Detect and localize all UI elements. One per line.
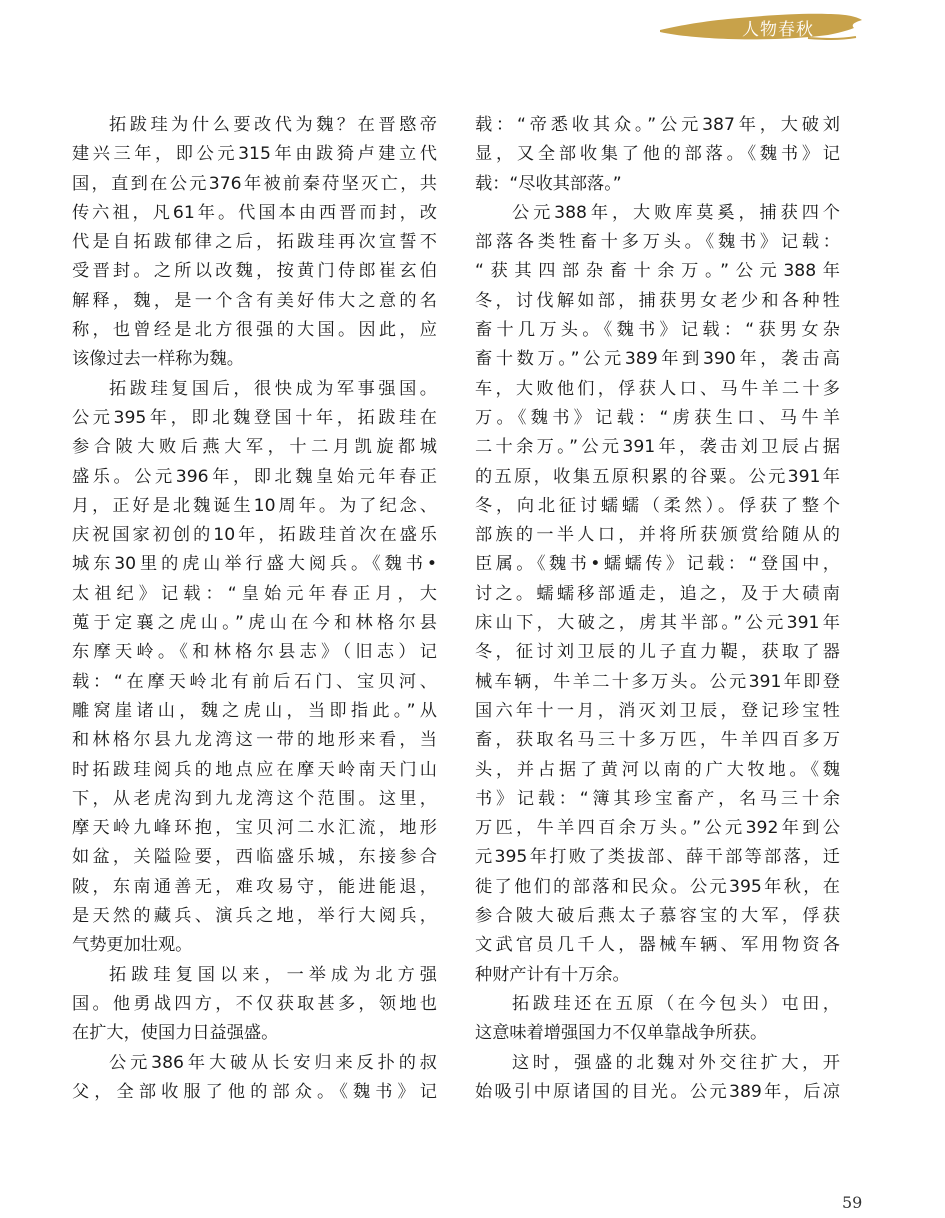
text-line: 元395年打败了类拔部、薛干部等部落，迁 [475,847,840,868]
text-line: 在扩大，使国力日益强盛。 [72,1023,279,1044]
text-line: 陂，东南通善无，难攻易守，能进能退， [72,876,437,897]
text-line: 月，正好是北魏诞生10周年。为了纪念、 [72,495,437,516]
section-label: 人物春秋 [742,20,814,40]
text-line: 时拓跋珪阅兵的地点应在摩天岭南天门山 [72,759,437,780]
text-line: 冬，向北征讨蠕蠕（柔然）。俘获了整个 [475,495,840,516]
text-line: 是天然的藏兵、演兵之地，举行大阅兵， [72,906,437,927]
text-line: 部落各类牲畜十多万头。《魏书》记载： [475,232,840,253]
text-line: 气势更加壮观。 [72,935,193,956]
text-line: 国。他勇战四方，不仅获取甚多，领地也 [72,993,437,1014]
text-line: 车，大败他们，俘获人口、马牛羊二十多 [475,378,840,399]
text-line: 该像过去一样称为魏。 [72,349,244,370]
text-line: 公元386年大破从长安归来反扑的叔 [109,1052,437,1073]
text-line: 万。《魏书》记载：“虏获生口、马牛羊 [475,407,840,428]
text-line: 国六年十一月，消灭刘卫辰，登记珍宝牲 [475,700,840,721]
text-line: 蒐于定襄之虎山。”虎山在今和林格尔县 [72,613,437,634]
text-line: 参合陂大破后燕太子慕容宝的大军，俘获 [475,906,840,927]
text-line: 的五原，收集五原积累的谷粟。公元391年 [475,466,840,487]
text-line: 二十余万。”公元391年，袭击刘卫辰占据 [475,437,840,458]
text-line: 载：“帝悉收其众。”公元387年，大破刘 [475,115,840,135]
text-line: 拓跋珪复国后，很快成为军事强国。 [109,378,437,399]
text-line: 部族的一半人口，并将所获颁赏给随从的 [475,525,840,546]
right-text-column [475,111,840,1107]
text-line: 书》记载：“簿其珍宝畜产，名马三十余 [475,788,840,809]
text-line: 冬，征讨刘卫辰的儿子直力鞮，获取了器 [475,642,840,663]
text-line: 种财产计有十万余。 [475,964,630,985]
text-line: 参合陂大败后燕大军，十二月凯旋都城 [72,437,437,458]
text-line: 传六祖，凡61年。代国本由西晋而封，改 [72,202,437,223]
text-line: 冬，讨伐解如部，捕获男女老少和各种牲 [475,290,840,311]
text-line: 床山下，大破之，虏其半部。”公元391年 [475,613,840,634]
text-line: 称，也曾经是北方很强的大国。因此，应 [72,320,437,341]
text-line: 畜十几万头。《魏书》记载：“获男女杂 [475,320,840,341]
text-line: 盛乐。公元396年，即北魏皇始元年春正 [72,466,437,487]
text-line: 拓跋珪复国以来，一举成为北方强 [109,964,437,985]
text-line: 城东30里的虎山举行盛大阅兵。《魏书• [72,554,437,575]
text-line: 摩天岭九峰环抱，宝贝河二水汇流，地形 [72,818,437,839]
text-line: 公元388年，大败库莫奚，捕获四个 [512,202,840,223]
text-line: 父，全部收服了他的部众。《魏书》记 [72,1081,437,1102]
text-line: 下，从老虎沟到九龙湾这个范围。这里， [72,788,437,809]
text-line: 畜，获取名马三十多万匹，牛羊四百多万 [475,730,840,751]
text-line: 拓跋珪为什么要改代为魏？在晋愍帝 [109,115,437,135]
text-line: 拓跋珪还在五原（在今包头）屯田， [512,993,840,1014]
text-line: 头，并占据了黄河以南的广大牧地。《魏 [475,759,840,780]
text-line: 代是自拓跋郁律之后，拓跋珪再次宣誓不 [72,232,437,253]
text-line: 解释，魏，是一个含有美好伟大之意的名 [72,290,437,311]
text-line: 载：“尽收其部落。” [475,173,622,194]
text-line: 显，又全部收集了他的部落。《魏书》记 [475,144,840,165]
text-line: 始吸引中原诸国的目光。公元389年，后凉 [475,1081,840,1102]
text-line: 如盆，关隘险要，西临盛乐城，东接参合 [72,847,437,868]
section-banner [658,6,864,46]
text-line: 和林格尔县九龙湾这一带的地形来看，当 [72,730,437,751]
text-line: 国，直到在公元376年被前秦苻坚灭亡，共 [72,173,437,194]
text-line: 载：“在摩天岭北有前后石门、宝贝河、 [72,671,437,692]
text-line: 臣属。《魏书•蠕蠕传》记载：“登国中， [475,554,840,575]
text-line: 雕窝崖诸山，魏之虎山，当即指此。”从 [72,700,437,721]
text-line: 太祖纪》记载：“皇始元年春正月，大 [72,583,437,604]
text-line: 庆祝国家初创的10年，拓跋珪首次在盛乐 [72,525,437,546]
text-line: 受晋封。之所以改魏，按黄门侍郎崔玄伯 [72,261,437,282]
text-line: 讨之。蠕蠕移部遁走，追之，及于大碛南 [475,583,840,604]
text-line: 这时，强盛的北魏对外交往扩大，开 [512,1052,840,1073]
text-line: 东摩天岭。《和林格尔县志》（旧志）记 [72,642,437,663]
text-line: 万匹，牛羊四百余万头。”公元392年到公 [475,818,840,839]
left-text-column [72,111,437,1107]
text-line: 公元395年，即北魏登国十年，拓跋珪在 [72,407,437,428]
text-line: “获其四部杂畜十余万。”公元388年 [475,261,840,282]
text-line: 械车辆，牛羊二十多万头。公元391年即登 [475,671,840,692]
page-number: 59 [842,1193,863,1212]
text-line: 这意味着增强国力不仅单靠战争所获。 [475,1023,768,1044]
text-line: 文武官员几千人，器械车辆、军用物资各 [475,935,840,956]
text-line: 畜十数万。”公元389年到390年，袭击高 [475,349,840,370]
text-line: 徙了他们的部落和民众。公元395年秋，在 [475,876,840,897]
text-line: 建兴三年，即公元315年由跋猗卢建立代 [72,144,437,165]
